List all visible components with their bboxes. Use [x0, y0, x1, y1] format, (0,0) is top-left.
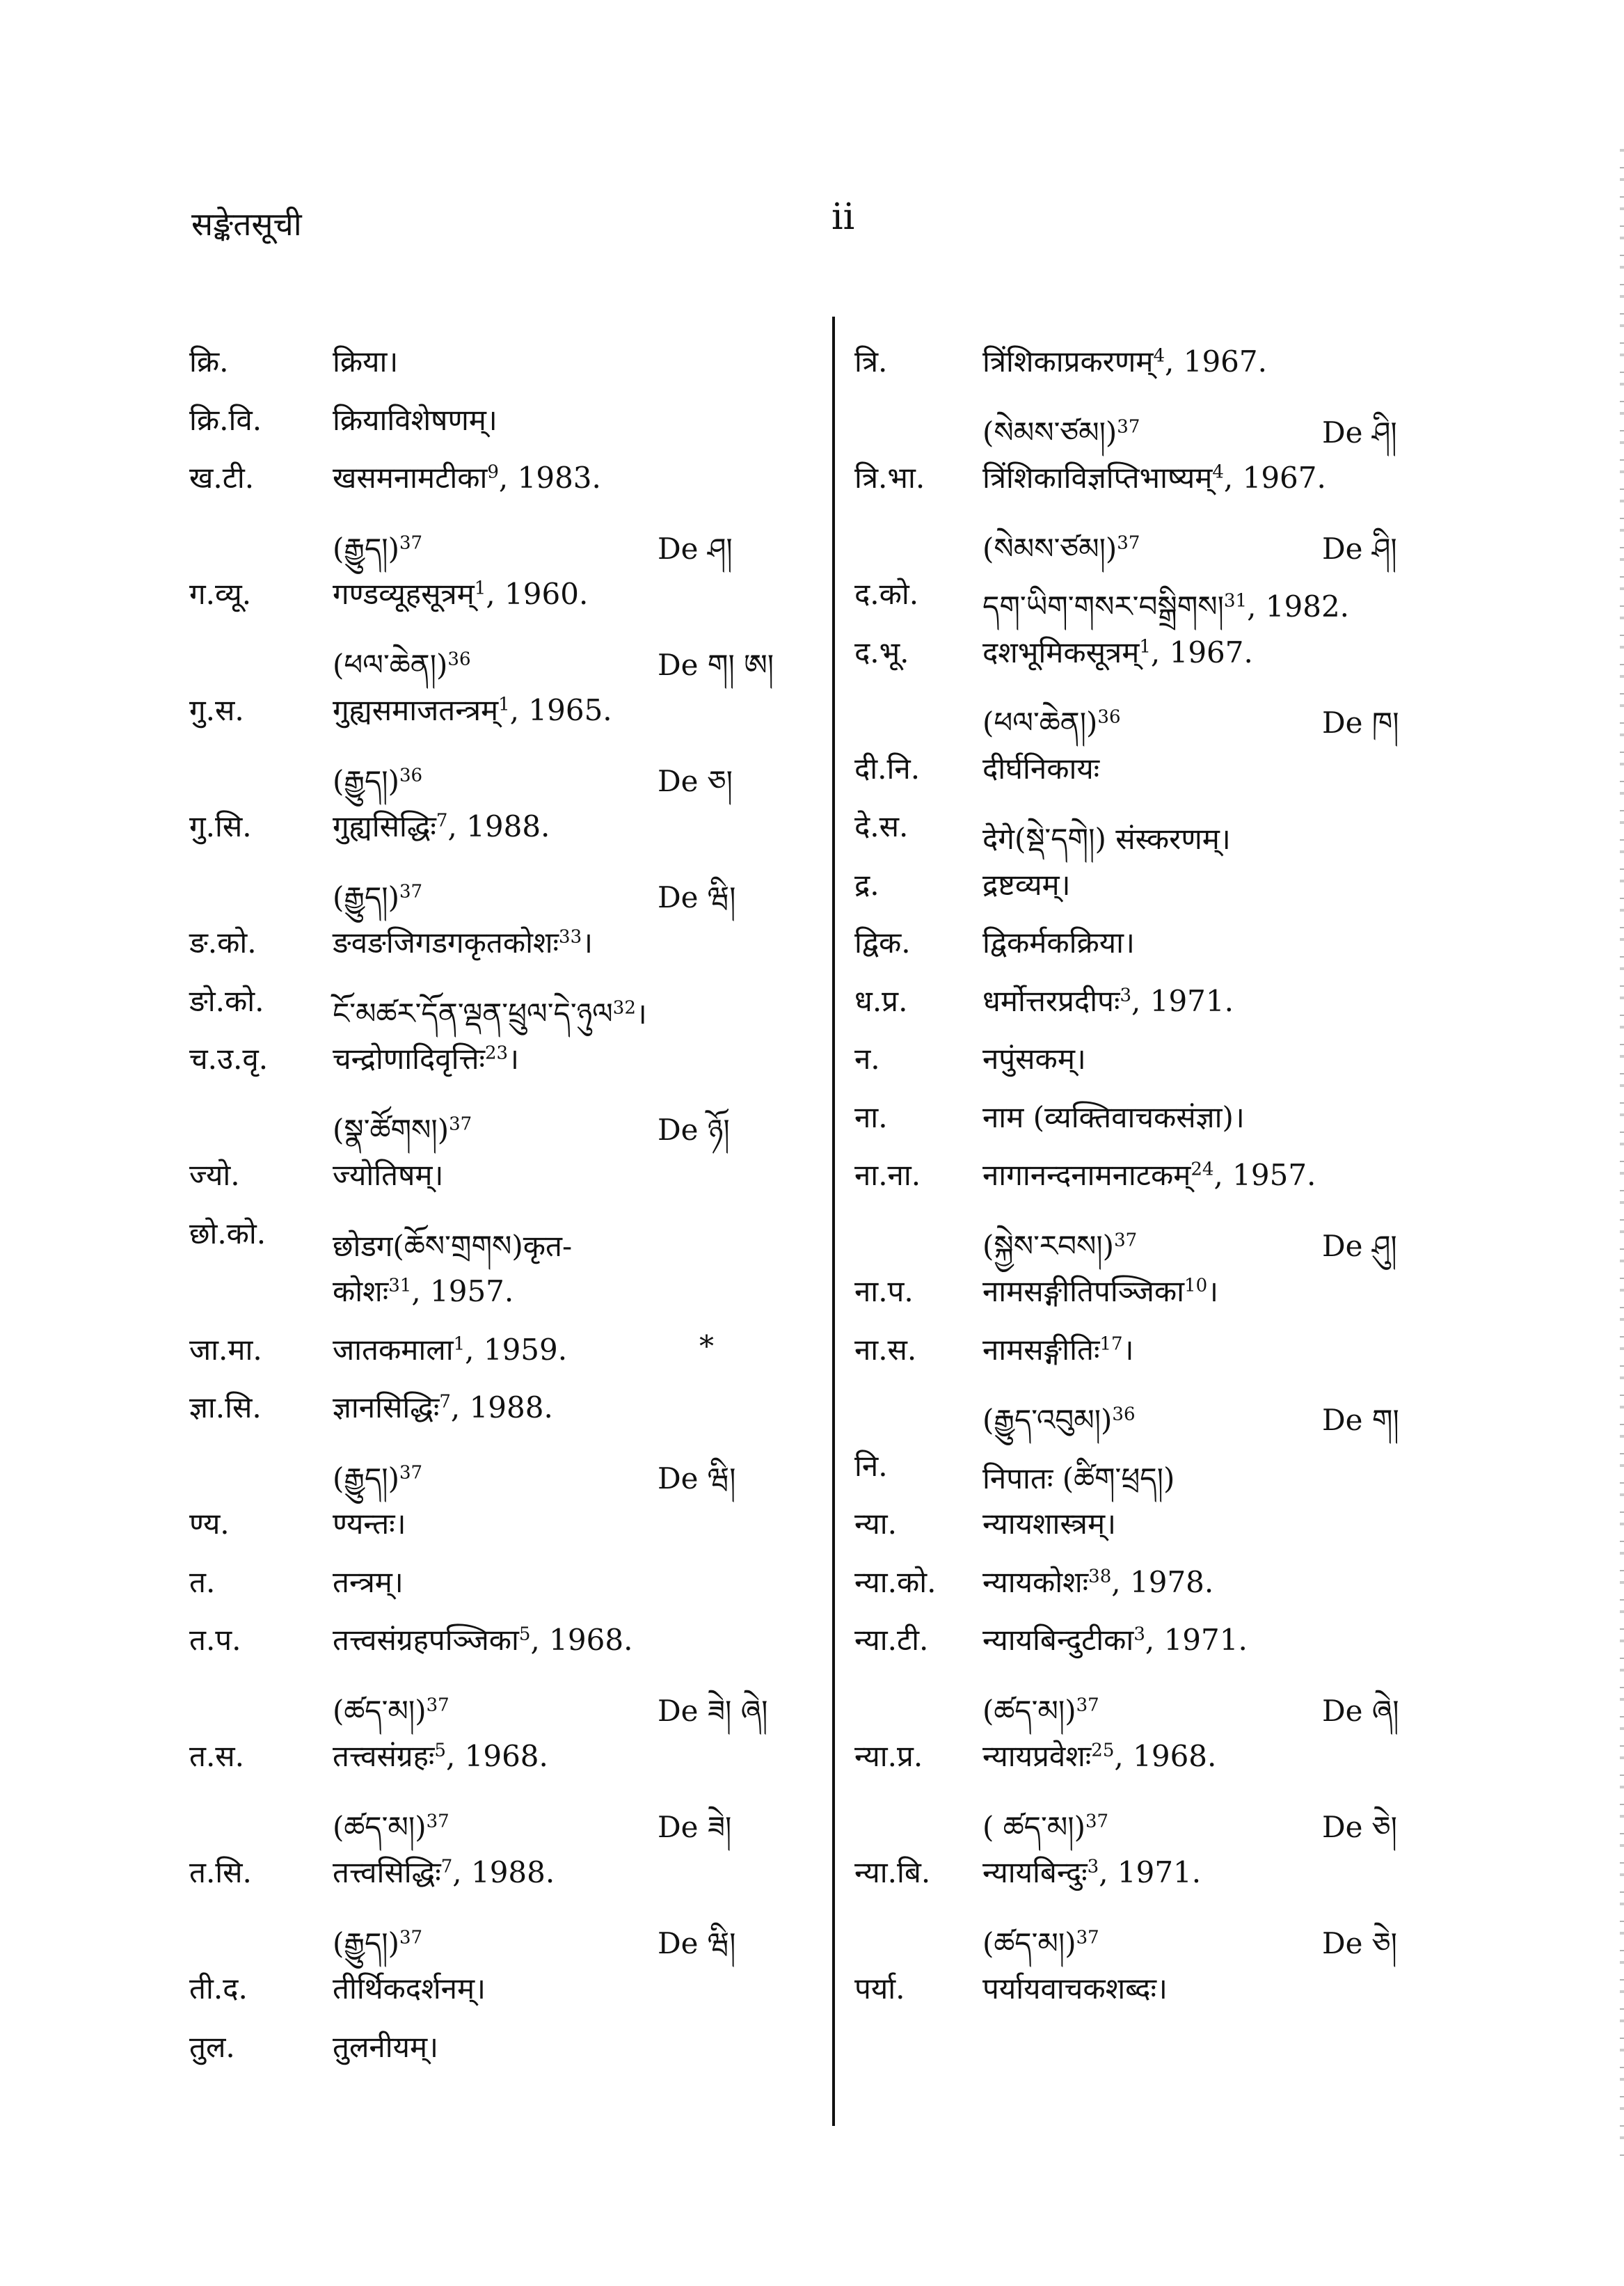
entry-definition [333, 457, 601, 497]
footnote-number: 7 [439, 1391, 451, 1413]
footnote-number: 37 [1117, 532, 1140, 554]
footnote-number: 31 [1223, 590, 1248, 612]
entry-definition [982, 1619, 1248, 1659]
footnote-number: 37 [399, 1462, 423, 1484]
definition-text: त्रिंशिकाप्रकरणम् [982, 344, 1154, 379]
footnote-number: 4 [1212, 461, 1224, 483]
definition-text: नामसङ्गीतिः [982, 1332, 1100, 1367]
entry-abbreviation: त्रि. [854, 344, 888, 379]
entry-definition [982, 341, 1267, 381]
definition-text: ण्यन्तः। [333, 1507, 406, 1541]
definition-text: (ཚད་མ།) [333, 1809, 427, 1844]
definition-tail: , 1967. [1150, 635, 1253, 669]
entry-abbreviation: नि. [854, 1448, 888, 1483]
entry-definition [333, 399, 497, 439]
footnote-number: 9 [487, 461, 499, 483]
definition-text: न्यायशास्त्रम्। [982, 1507, 1116, 1541]
entry-abbreviation: न्या.को. [854, 1564, 937, 1599]
definition-text: खसमनामटीका [333, 461, 488, 495]
entry-definition [333, 1736, 548, 1775]
entry-abbreviation: न्या.टी. [854, 1623, 929, 1657]
entry-definition [982, 1038, 1086, 1078]
entry-abbreviation: त्रि.भा. [854, 461, 925, 495]
definition-text: (རྒྱུད།) [333, 1926, 399, 1960]
definition-text: (སེམས་ཙམ།) [982, 415, 1117, 450]
definition-text: ( ཚད་མ།) [982, 1809, 1085, 1844]
footnote-number: 37 [399, 1927, 423, 1948]
definition-tail: , 1960. [486, 577, 589, 611]
footnote-number: 33 [559, 926, 582, 948]
entry-definition [982, 1503, 1116, 1543]
definition-text: नागानन्दनामनाटकम् [982, 1158, 1191, 1192]
definition-tail: , 1971. [1145, 1623, 1248, 1657]
definition-tail: , 1983. [498, 461, 601, 495]
definition-text: (རྒྱུད།) [333, 1461, 399, 1495]
entry-reference: De ཅེ། [1322, 1809, 1397, 1844]
column-divider [832, 317, 835, 2126]
footnote-number: 36 [447, 649, 471, 670]
entry-abbreviation: दे.स. [854, 809, 909, 843]
entry-abbreviation: जा.मा. [189, 1332, 262, 1367]
definition-tail: , 1957. [1213, 1158, 1316, 1192]
entry-definition [982, 1097, 1245, 1136]
entry-abbreviation: ना. [854, 1100, 888, 1134]
entry-definition [333, 1154, 443, 1194]
definition-text: (ཚད་མ།) [982, 1926, 1076, 1960]
footnote-number: 37 [1085, 1811, 1109, 1832]
entry-definition [982, 1736, 1216, 1775]
footnote-number: 3 [1133, 1624, 1145, 1645]
entry-definition [333, 1562, 404, 1601]
definition-text: དག་ཡིག་གསར་བསྒྲིགས། [982, 589, 1224, 624]
entry-abbreviation: द्विक. [854, 926, 911, 960]
entry-definition [982, 1968, 1168, 2008]
entry-abbreviation: ग.व्यू. [189, 577, 252, 611]
definition-tail: , 1967. [1223, 461, 1326, 495]
footnote-number: 37 [426, 1694, 449, 1716]
definition-text: (སྐྱེས་རབས།) [982, 1228, 1115, 1263]
entry-abbreviation: ना.प. [854, 1274, 914, 1308]
entry-definition [333, 922, 593, 962]
definition-text: न्यायकोशः [982, 1564, 1089, 1599]
footnote-number: 31 [388, 1275, 412, 1296]
entry-definition [333, 1329, 567, 1369]
definition-text: (ཚད་མ།) [333, 1693, 427, 1728]
definition-tail: , 1957. [411, 1274, 514, 1308]
entry-abbreviation: दी.नि. [854, 751, 921, 786]
entry-definition [982, 1852, 1201, 1891]
entry-definition [982, 981, 1234, 1020]
entry-definition [982, 1562, 1213, 1601]
definition-text: तत्त्वसंग्रहपञ्जिका [333, 1623, 519, 1657]
definition-text: न्यायप्रवेशः [982, 1739, 1092, 1773]
entry-abbreviation: त.स. [189, 1739, 245, 1773]
entry-abbreviation: न्या.प्र. [854, 1739, 923, 1773]
definition-text: नाम (व्यक्तिवाचकसंज्ञा)। [982, 1100, 1245, 1134]
footnote-number: 1 [474, 578, 486, 599]
definition-text: पर्यायवाचकशब्दः। [982, 1971, 1168, 2006]
definition-text: ངོ་མཚར་དོན་ལྡན་ཕྲུལ་དེ་ཉུལ [333, 996, 613, 1031]
entry-abbreviation: न्या.बि. [854, 1855, 931, 1889]
entry-reference: De ཤི། [1322, 531, 1397, 566]
footnote-number: 3 [1087, 1856, 1099, 1878]
definition-tail: , 1959. [465, 1332, 568, 1367]
definition-tail: , 1968. [445, 1739, 548, 1773]
footnote-number: 36 [399, 765, 423, 786]
definition-text: न्यायबिन्दुः [982, 1855, 1088, 1889]
entry-abbreviation: क्रि. [189, 344, 229, 379]
entry-abbreviation: त.प. [189, 1623, 241, 1657]
entry-abbreviation: ण्य. [189, 1507, 230, 1541]
entry-definition [333, 1387, 553, 1427]
entry-abbreviation: च.उ.वृ. [189, 1042, 269, 1076]
footnote-number: 1 [1139, 636, 1151, 658]
definition-text: (རྒྱུད།) [333, 763, 399, 798]
entry-definition [982, 748, 1099, 788]
entry-reference: De ཉོ། [658, 1112, 730, 1147]
footnote-number: 32 [612, 997, 636, 1019]
definition-text: ज्ञानसिद्धिः [333, 1390, 440, 1424]
entry-abbreviation: ज्यो. [189, 1158, 240, 1192]
footnote-number: 24 [1191, 1159, 1214, 1180]
scan-edge [1620, 139, 1624, 2157]
definition-text: तीर्थिकदर्शनम्। [333, 1971, 486, 2006]
definition-tail: , 1988. [447, 809, 550, 843]
footnote-number: 5 [434, 1740, 446, 1761]
entry-definition [982, 1329, 1134, 1369]
definition-text: कोशः [333, 1274, 389, 1308]
entry-definition [982, 1154, 1316, 1194]
entry-abbreviation: द.भू. [854, 635, 909, 669]
definition-text: गण्डव्यूहसूत्रम् [333, 577, 475, 611]
entry-definition [982, 922, 1135, 962]
page-number: ii [831, 196, 855, 238]
definition-tail: । [582, 926, 594, 960]
entry-reference: De ཝི། [658, 1461, 736, 1495]
definition-text: (ཕལ་ཆེན།) [333, 647, 448, 682]
definition-text: ज्योतिषम्। [333, 1158, 444, 1192]
entry-reference: De ཞེ། [1322, 1693, 1399, 1728]
footnote-number: 4 [1153, 345, 1165, 367]
definition-text: (རྒྱུད།) [333, 880, 399, 914]
entry-definition [333, 1038, 519, 1078]
footnote-number: 37 [1114, 1230, 1138, 1251]
definition-text: द्रष्टव्यम्। [982, 867, 1071, 902]
definition-text: छोडग(ཆོས་གྲགས)कृत- [333, 1228, 573, 1263]
footnote-number: 3 [1120, 985, 1132, 1006]
entry-definition [333, 2026, 438, 2066]
definition-text: गुह्यसमाजतन्त्रम् [333, 693, 499, 727]
entry-abbreviation: ती.द. [189, 1971, 248, 2006]
footnote-number: 17 [1099, 1333, 1123, 1355]
entry-definition [333, 1968, 486, 2008]
footnote-number: 38 [1088, 1566, 1112, 1587]
definition-text: (ཚད་མ།) [982, 1693, 1076, 1728]
entry-definition [982, 457, 1326, 497]
footnote-number: 37 [1117, 416, 1140, 438]
entry-definition [333, 806, 550, 846]
definition-text: तन्त्रम्। [333, 1564, 404, 1599]
entry-abbreviation: गु.सि. [189, 809, 252, 843]
footnote-number: 23 [485, 1042, 509, 1064]
definition-tail: , 1968. [1114, 1739, 1217, 1773]
definition-text: त्रिंशिकाविज्ञप्तिभाष्यम् [982, 461, 1213, 495]
footnote-number: 1 [498, 694, 510, 715]
entry-definition [333, 1271, 514, 1310]
definition-tail: । [635, 996, 647, 1031]
definition-tail: , 1982. [1247, 589, 1350, 624]
definition-text: तुलनीयम्। [333, 2029, 438, 2064]
definition-text: क्रिया। [333, 344, 399, 379]
footnote-number: 37 [399, 532, 423, 554]
definition-tail: । [1207, 1274, 1219, 1308]
definition-tail: , 1978. [1111, 1564, 1214, 1599]
entry-reference: De ག། [1322, 1403, 1399, 1437]
entry-reference: De ཅ། [658, 763, 733, 798]
footnote-number: 7 [436, 810, 448, 832]
entry-abbreviation: गु.स. [189, 693, 244, 727]
entry-definition [982, 864, 1071, 904]
footnote-number: 37 [426, 1811, 449, 1832]
entry-definition [333, 1619, 632, 1659]
entry-abbreviation: न. [854, 1042, 880, 1076]
entry-reference: De ཤ། [658, 531, 733, 566]
footnote-number: 37 [449, 1113, 472, 1135]
footnote-number: 10 [1184, 1275, 1208, 1296]
entry-reference: De ཅེ། [1322, 1926, 1397, 1960]
entry-abbreviation: ना.स. [854, 1332, 917, 1367]
definition-tail: । [1122, 1332, 1134, 1367]
entry-abbreviation: द्र. [854, 867, 879, 902]
definition-text: (ཕལ་ཆེན།) [982, 706, 1098, 740]
definition-text: (སེམས་ཙམ།) [982, 531, 1117, 566]
definition-text: दशभूमिकसूत्रम् [982, 635, 1140, 669]
entry-abbreviation: ङो.को. [189, 983, 264, 1018]
entry-abbreviation: त.सि. [189, 1855, 252, 1889]
entry-abbreviation: ज्ञा.सि. [189, 1390, 262, 1424]
definition-text: ङवङजिगडगकृतकोशः [333, 926, 559, 960]
definition-text: द्विकर्मकक्रिया। [982, 926, 1135, 960]
entry-reference: De ག། ཨ། [658, 647, 774, 682]
definition-text: तत्त्वसिद्धिः [333, 1855, 441, 1889]
entry-definition [333, 690, 612, 729]
entry-reference: De ཟེ། [658, 1809, 732, 1844]
footnote-number: 1 [453, 1333, 465, 1355]
entry-definition [333, 1852, 555, 1891]
entry-reference: De ཝི། [658, 880, 736, 914]
entry-abbreviation: ख.टी. [189, 461, 255, 495]
definition-text: तत्त्वसंग्रहः [333, 1739, 435, 1773]
footnote-number: 36 [1097, 706, 1121, 728]
definition-tail: , 1971. [1131, 983, 1234, 1018]
entry-reference: De ཁ། [1322, 706, 1399, 740]
entry-abbreviation: त. [189, 1564, 216, 1599]
entry-reference: De ཟེ། ཞེ། [658, 1693, 768, 1728]
definition-text: क्रियाविशेषणम्। [333, 402, 497, 437]
entry-definition [333, 341, 398, 381]
definition-text: गुह्यसिद्धिः [333, 809, 436, 843]
entry-abbreviation: तुल. [189, 2029, 235, 2064]
definition-text: (རྒྱུད།) [333, 531, 399, 566]
definition-text: न्यायबिन्दुटीका [982, 1623, 1134, 1657]
definition-text: नामसङ्गीतिपञ्जिका [982, 1274, 1185, 1308]
footnote-number: 37 [1076, 1927, 1099, 1948]
definition-text: देगे(སྡེ་དགེ།) संस्करणम्। [982, 822, 1231, 856]
entry-abbreviation: ध.प्र. [854, 983, 908, 1018]
footnote-number: 36 [1112, 1404, 1136, 1425]
footnote-number: 5 [518, 1624, 531, 1645]
definition-text: (རྒྱུད་འབུམ།) [982, 1403, 1113, 1437]
entry-abbreviation: ना.ना. [854, 1158, 921, 1192]
entry-reference: De ཝི། [658, 1926, 736, 1960]
footnote-number: 25 [1091, 1740, 1115, 1761]
definition-text: निपातः (ཚིག་ཕྲད།) [982, 1461, 1175, 1495]
entry-definition [333, 1503, 406, 1543]
definition-text: जातकमाला [333, 1332, 454, 1367]
entry-abbreviation: द.को. [854, 577, 919, 611]
entry-definition [333, 573, 588, 613]
definition-tail: , 1965. [509, 693, 612, 727]
footnote-number: 7 [440, 1856, 453, 1878]
entry-abbreviation: ङ.को. [189, 926, 257, 960]
footnote-number: 37 [1076, 1694, 1099, 1716]
definition-text: चन्द्रोणादिवृत्तिः [333, 1042, 485, 1076]
entry-reference: De ཤུ། [1322, 1228, 1397, 1263]
entry-abbreviation: छो.को. [189, 1216, 266, 1251]
definition-tail: । [508, 1042, 520, 1076]
definition-tail: , 1967. [1165, 344, 1267, 379]
definition-text: धर्मोत्तरप्रदीपः [982, 983, 1120, 1018]
entry-definition [982, 1271, 1218, 1310]
footnote-number: 37 [399, 881, 423, 903]
definition-tail: , 1988. [450, 1390, 553, 1424]
entry-definition [982, 632, 1253, 672]
definition-text: दीर्घनिकायः [982, 751, 1100, 786]
entry-abbreviation: पर्या. [854, 1971, 905, 2006]
entry-abbreviation: न्या. [854, 1507, 897, 1541]
definition-text: (སྣ་ཚོགས།) [333, 1112, 449, 1147]
entry-reference: De ཤི། [1322, 415, 1397, 450]
entry-abbreviation: क्रि.वि. [189, 402, 262, 437]
definition-tail: , 1988. [452, 1855, 555, 1889]
definition-text: नपुंसकम्। [982, 1042, 1086, 1076]
page-title: सङ्केतसूची [191, 205, 302, 243]
definition-tail: , 1968. [530, 1623, 633, 1657]
entry-reference: * [699, 1328, 714, 1363]
definition-tail: , 1971. [1099, 1855, 1202, 1889]
